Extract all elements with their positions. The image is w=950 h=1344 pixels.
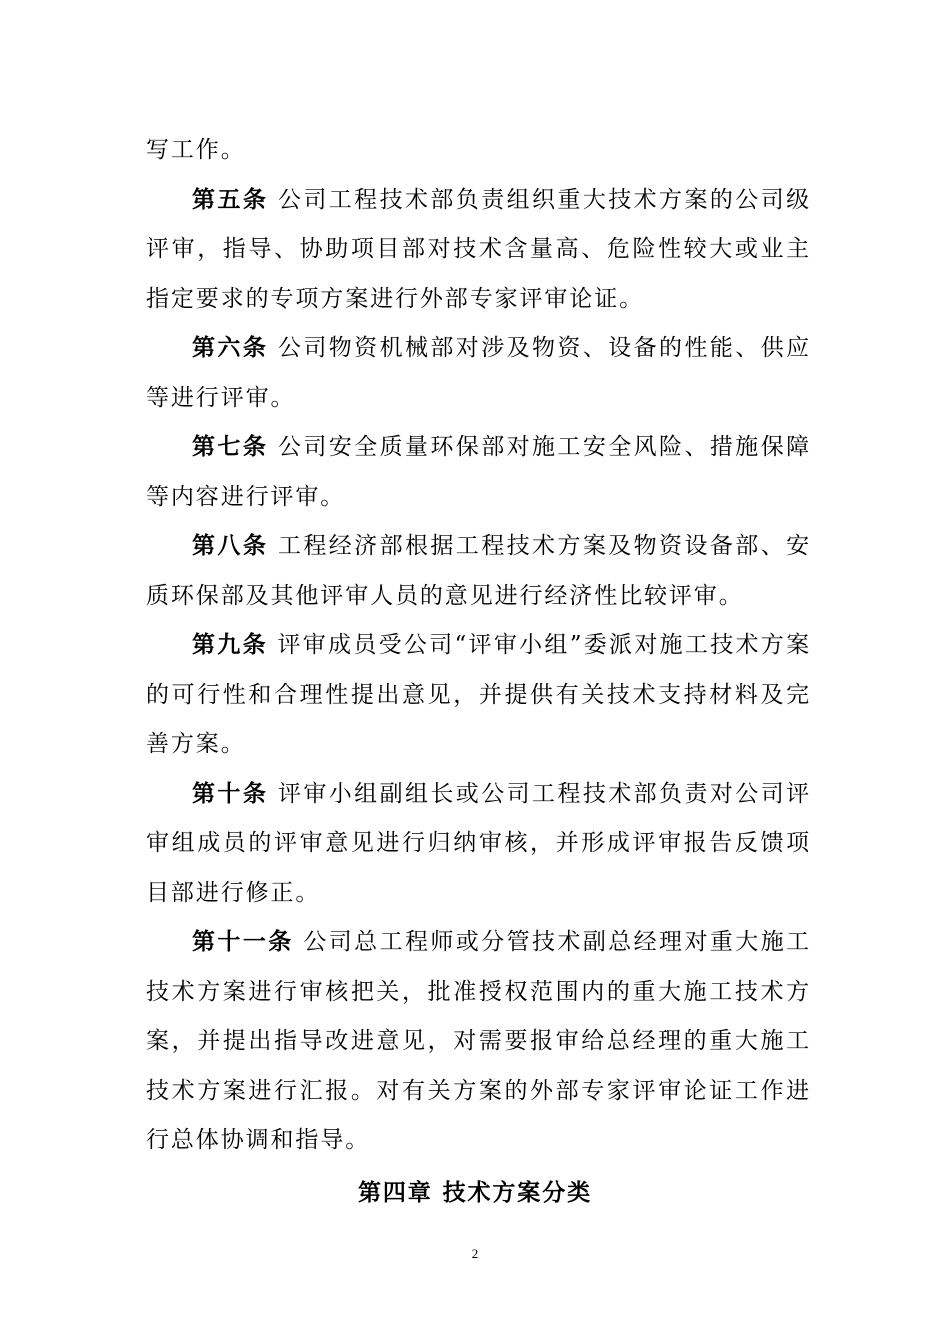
document-body bbox=[146, 126, 811, 1166]
article-9-paragraph bbox=[146, 621, 811, 770]
article-9-text: 评审成员受公司“评审小组”委派对施工技术方案的可行性和合理性提出意见，并提供有关技术支持材料及完善方案。 bbox=[146, 632, 811, 757]
article-11-text: 公司总工程师或分管技术副总经理对重大施工技术方案进行审核把关，批准授权范围内的重大施工技术方案，并提出指导改进意见，对需要报审给总经理的重大施工技术方案进行汇报。对有关方案的外部专家评审论证工作进行总体协调和指导。 bbox=[146, 929, 811, 1153]
article-5-paragraph bbox=[146, 176, 811, 325]
article-9-number: 第九条 bbox=[192, 632, 268, 658]
chapter-heading: 第四章 技术方案分类 bbox=[357, 1180, 592, 1206]
article-7-number: 第七条 bbox=[192, 434, 269, 460]
article-8-number: 第八条 bbox=[192, 533, 269, 559]
article-5-text: 公司工程技术部负责组织重大技术方案的公司级评审，指导、协助项目部对技术含量高、危险性较大或业主指定要求的专项方案进行外部专家评审论证。 bbox=[146, 186, 811, 312]
article-7-paragraph bbox=[146, 423, 811, 522]
article-7-text: 公司安全质量环保部对施工安全风险、措施保障等内容进行评审。 bbox=[146, 434, 811, 510]
article-6-text: 公司物资机械部对涉及物资、设备的性能、供应等进行评审。 bbox=[146, 335, 811, 411]
article-10-number: 第十条 bbox=[192, 780, 269, 807]
continuation-paragraph: 写工作。 bbox=[146, 137, 246, 163]
article-8-paragraph bbox=[146, 522, 811, 621]
article-10-paragraph bbox=[146, 770, 811, 919]
article-5-number: 第五条 bbox=[192, 186, 269, 213]
article-11-number: 第十一条 bbox=[192, 929, 294, 955]
article-6-paragraph bbox=[146, 324, 811, 423]
article-11-paragraph bbox=[146, 918, 811, 1166]
article-6-number: 第六条 bbox=[192, 335, 269, 361]
page-number: 2 bbox=[471, 1246, 479, 1261]
article-10-text: 评审小组副组长或公司工程技术部负责对公司评审组成员的评审意见进行归纳审核，并形成评审报告反馈项目部进行修正。 bbox=[146, 780, 811, 906]
article-8-text: 工程经济部根据工程技术方案及物资设备部、安质环保部及其他评审人员的意见进行经济性比较评审。 bbox=[146, 533, 811, 609]
